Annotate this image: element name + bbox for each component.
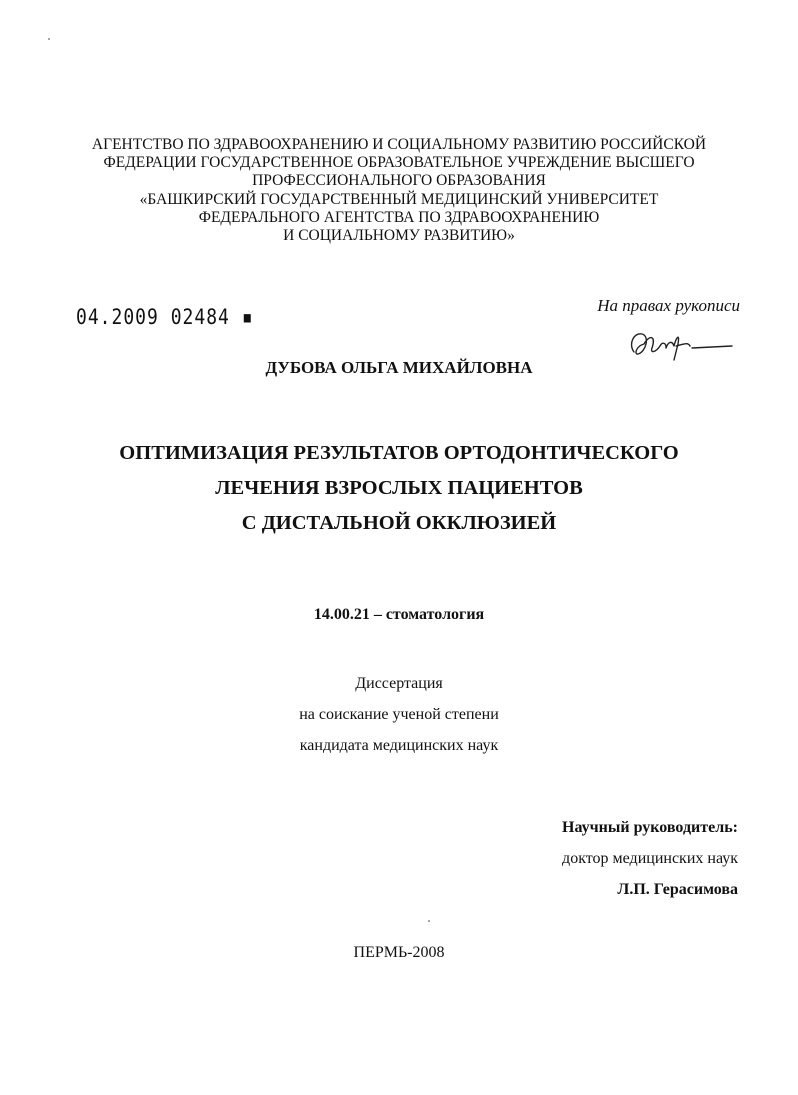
degree-line: на соискание ученой степени — [299, 706, 499, 723]
organization-line: ФЕДЕРАЛЬНОГО АГЕНТСТВА ПО ЗДРАВООХРАНЕНИЮ — [198, 208, 600, 226]
rights-note: На правах рукописи — [597, 296, 740, 315]
organization-block — [0, 136, 798, 245]
organization-line: «БАШКИРСКИЙ ГОСУДАРСТВЕННЫЙ МЕДИЦИНСКИЙ УНИВЕРСИТЕТ — [139, 190, 659, 208]
supervisor-heading: Научный руководитель: — [562, 819, 738, 836]
organization-line: И СОЦИАЛЬНОМУ РАЗВИТИЮ» — [283, 227, 515, 245]
organization-line: ФЕДЕРАЦИИ ГОСУДАРСТВЕННОЕ ОБРАЗОВАТЕЛЬНОЕ УЧРЕЖДЕНИЕ ВЫСШЕГО — [103, 154, 695, 172]
title-line: ОПТИМИЗАЦИЯ РЕЗУЛЬТАТОВ ОРТОДОНТИЧЕСКОГО — [119, 442, 679, 464]
city-year: ПЕРМЬ-2008 — [353, 944, 445, 961]
scan-speck — [428, 920, 430, 922]
title-line: ЛЕЧЕНИЯ ВЗРОСЛЫХ ПАЦИЕНТОВ — [215, 477, 583, 499]
registration-number — [76, 305, 254, 330]
degree-line: Диссертация — [355, 675, 443, 692]
dissertation-title — [0, 436, 798, 541]
author-name: ДУБОВА ОЛЬГА МИХАЙЛОВНА — [265, 358, 533, 377]
degree-block — [0, 668, 798, 761]
title-line: С ДИСТАЛЬНОЙ ОККЛЮЗИЕЙ — [241, 512, 557, 534]
organization-line: ПРОФЕССИОНАЛЬНОГО ОБРАЗОВАНИЯ — [252, 172, 546, 190]
organization-line: АГЕНТСТВО ПО ЗДРАВООХРАНЕНИЮ И СОЦИАЛЬНОМУ РАЗВИТИЮ РОССИЙСКОЙ — [91, 136, 707, 153]
specialty-code: 14.00.21 – стоматология — [313, 606, 485, 623]
signature-icon — [626, 326, 736, 362]
scan-speck — [48, 38, 50, 40]
degree-line: кандидата медицинских наук — [299, 737, 499, 754]
bullet-mark-icon: ▪ — [229, 305, 254, 331]
registration-number-text: 04.2009 02484 — [76, 305, 230, 331]
supervisor-name: Л.П. Герасимова — [617, 881, 738, 898]
supervisor-block — [562, 812, 738, 905]
supervisor-degree: доктор медицинских наук — [562, 850, 738, 867]
